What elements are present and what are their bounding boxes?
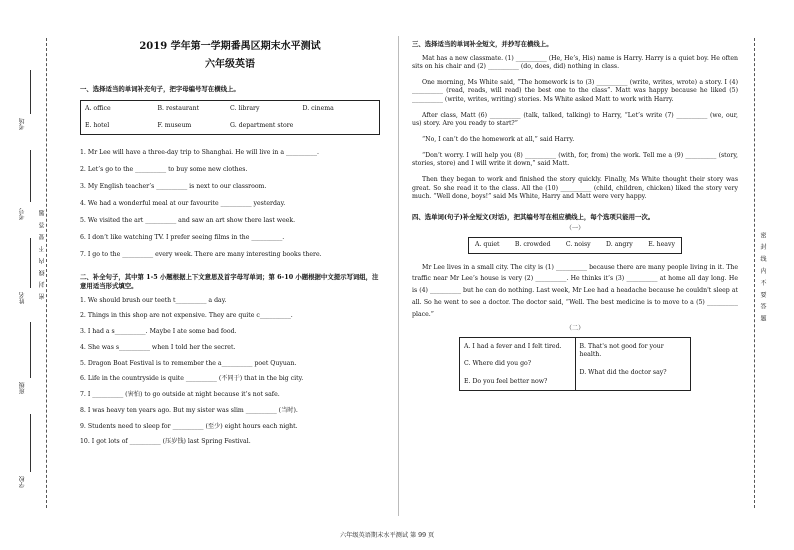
- left-binding-margin: [0, 0, 62, 550]
- section1-question[interactable]: 4. We had a wonderful meal at our favourite __________ yesterday.: [80, 200, 286, 208]
- seal-warning-right: 密 封 线 内 不 要 答 题: [759, 232, 766, 324]
- word-option: A. quiet: [475, 241, 500, 249]
- word-option: E. hotel: [85, 122, 110, 129]
- exam-no-field[interactable]: [30, 150, 31, 202]
- section2-question[interactable]: 8. I was heavy ten years ago. But my sister was slim __________ (当时).: [80, 406, 298, 414]
- section1-question[interactable]: 6. I don’t like watching TV. I prefer seeing films in the __________.: [80, 234, 285, 242]
- section3-paragraph[interactable]: “Don’t worry. I will help you (8) __________ (with, for, from) the work. Tell me a (9) __________ (story, stories, store) and I will write it down,” said Matt.: [412, 151, 738, 168]
- page-footer: 六年级英语期末水平测试 第 99 页: [340, 532, 435, 539]
- dialog-option: D. What did the doctor say?: [579, 368, 667, 376]
- word-option: D. cinema: [302, 104, 334, 112]
- section2-question[interactable]: 9. Students need to sleep for __________ (至少) eight hours each night.: [80, 422, 298, 430]
- word-bank-row: [85, 122, 375, 130]
- right-binding-margin: [744, 0, 794, 550]
- section1-question[interactable]: 2. Let’s go to the __________ to buy some new clothes.: [80, 166, 248, 174]
- section2-question[interactable]: 6. Life in the countryside is quite __________ (不同于) that in the big city.: [80, 375, 304, 383]
- dialog-option: C. Where did you go?: [464, 360, 532, 368]
- left-column: [80, 40, 380, 454]
- section2-question[interactable]: 3. I had a s__________. Maybe I ate some bad food.: [80, 328, 237, 336]
- section1-question[interactable]: 3. My English teacher’s __________ is next to our classroom.: [80, 183, 267, 191]
- section2-question[interactable]: 7. I __________ (害怕) to go outside at night because it’s not safe.: [80, 391, 280, 399]
- word-option: C. noisy: [565, 241, 591, 249]
- seal-dashed-line-right: [754, 38, 755, 508]
- dialog-option: A. I had a fever and I felt tired.: [464, 342, 562, 350]
- section4-option-box: [468, 237, 682, 253]
- word-option: A. office: [85, 104, 111, 112]
- exam-no-label: 考号: [19, 208, 26, 220]
- word-option: F. museum: [157, 122, 192, 129]
- school-field[interactable]: [30, 414, 31, 472]
- section2-question[interactable]: 5. Dragon Boat Festival is to remember the a__________ poet Quyuan.: [80, 359, 297, 367]
- section1-heading: 一、选择适当的单词补充句子，把字母编号写在横线上。: [80, 85, 240, 93]
- word-option: B. crowded: [514, 241, 551, 249]
- word-bank-row: [85, 105, 375, 113]
- section3-paragraph[interactable]: Then they began to work and finished the story quickly. Finally, Ms White thought their story was great. So she read it to the class. All the (10) __________ (child, children, chicken) liked the story very much. “Well done, boys!” said Ms White, Harry and Matt were very happy.: [412, 176, 738, 200]
- section1-word-bank: [80, 100, 380, 136]
- section3-paragraph[interactable]: One morning, Ms White said, “The homework is to (3) __________ (write, writes, wrote) a story. I (4) __________ (read, reads, will read) the best one to the class”. Matt was happy because he liked (5) __________ (write, writes, writing) stories. Ms White asked Matt to work with Harry.: [412, 78, 738, 103]
- section1-question[interactable]: 5. We visited the art __________ and saw an art show there last week.: [80, 217, 296, 225]
- section2-question[interactable]: 2. Things in this shop are not expensive. They are quite c__________.: [80, 312, 293, 320]
- right-column: [412, 40, 738, 391]
- section4-paragraph[interactable]: Mr Lee lives in a small city. The city is (1) __________ because there are many people living in it. The traffic near Mr Lee’s house is very (2) __________. He thinks it’s (3) __________ at home all day long. He is (4) __________ but he can do nothing. Last week, Mr Lee had a headache because he couldn't sleep at all. So he went to see a doctor. The doctor said, “Well. The best medicine is to move to a (5) __________ place.”: [412, 263, 738, 318]
- exam-room-field[interactable]: [30, 70, 31, 114]
- section3-heading: 三、选择适当的单词补全短文，并抄写在横线上。: [412, 40, 553, 48]
- dialog-option: B. That's not good for your health.: [579, 342, 664, 359]
- section2-question[interactable]: 10. I got lots of __________ (压岁钱) last Spring Festival.: [80, 438, 251, 446]
- section3-paragraph[interactable]: After class, Matt (6) __________ (talk, talked, talking) to Harry, “Let’s write (7) __________ (we, our, us) story. Are you ready to start?”: [412, 111, 738, 127]
- exam-subtitle: 六年级英语: [205, 58, 255, 70]
- section4-part2-label: （二）: [565, 324, 585, 332]
- name-label: 姓名: [19, 292, 26, 304]
- word-option: B. restaurant: [157, 104, 200, 112]
- exam-title: 2019 学年第一学期番禺区期末水平测试: [139, 41, 321, 52]
- section4-part1-label: （一）: [565, 224, 585, 232]
- section3-paragraph: “No, I can’t do the homework at all,” said Harry.: [422, 135, 575, 143]
- school-label: 学校: [19, 476, 26, 488]
- exam-room-label: 考场: [19, 118, 26, 130]
- column-divider: [398, 36, 399, 516]
- word-option: C. library: [230, 104, 260, 112]
- seal-warning-left: 密 封 线 内 不 要 答 题: [39, 208, 46, 300]
- class-label: 班级: [19, 382, 26, 394]
- section2-question[interactable]: 1. We should brush our teeth t__________ a day.: [80, 296, 227, 304]
- section2-heading: 二、补全句子，其中第 1-5 小题根据上下文意思及首字母写单词；第 6-10 小题根据中文提示写词组，注意用适当形式填空。: [80, 273, 379, 291]
- section1-question[interactable]: 7. I go to the __________ every week. There are many interesting books there.: [80, 251, 322, 259]
- section2-question[interactable]: 4. She was s__________ when I told her the secret.: [80, 343, 236, 351]
- word-option: D. angry: [606, 241, 633, 249]
- word-option: E. heavy: [648, 241, 675, 249]
- section1-question[interactable]: 1. Mr Lee will have a three-day trip to Shanghai. He will live in a __________.: [80, 149, 319, 157]
- section4-heading: 四、选单词(句子)补全短文(对话)，把其编号写在相应横线上，每个选项只能用一次。: [412, 213, 655, 222]
- section4-dialog-options: [459, 337, 691, 391]
- section3-paragraph[interactable]: Mat has a new classmate. (1) __________ (He, He’s, His) name is Harry. Harry is a quiet boy. He often sits on his chair and (2) __________ (do, does, did) nothing in class.: [412, 54, 738, 70]
- class-field[interactable]: [30, 322, 31, 378]
- name-field[interactable]: [30, 238, 31, 288]
- dialog-options-right: [576, 338, 691, 390]
- dialog-options-left: [460, 338, 576, 390]
- word-option: G. department store: [230, 122, 294, 129]
- dialog-option: E. Do you feel better now?: [464, 377, 548, 385]
